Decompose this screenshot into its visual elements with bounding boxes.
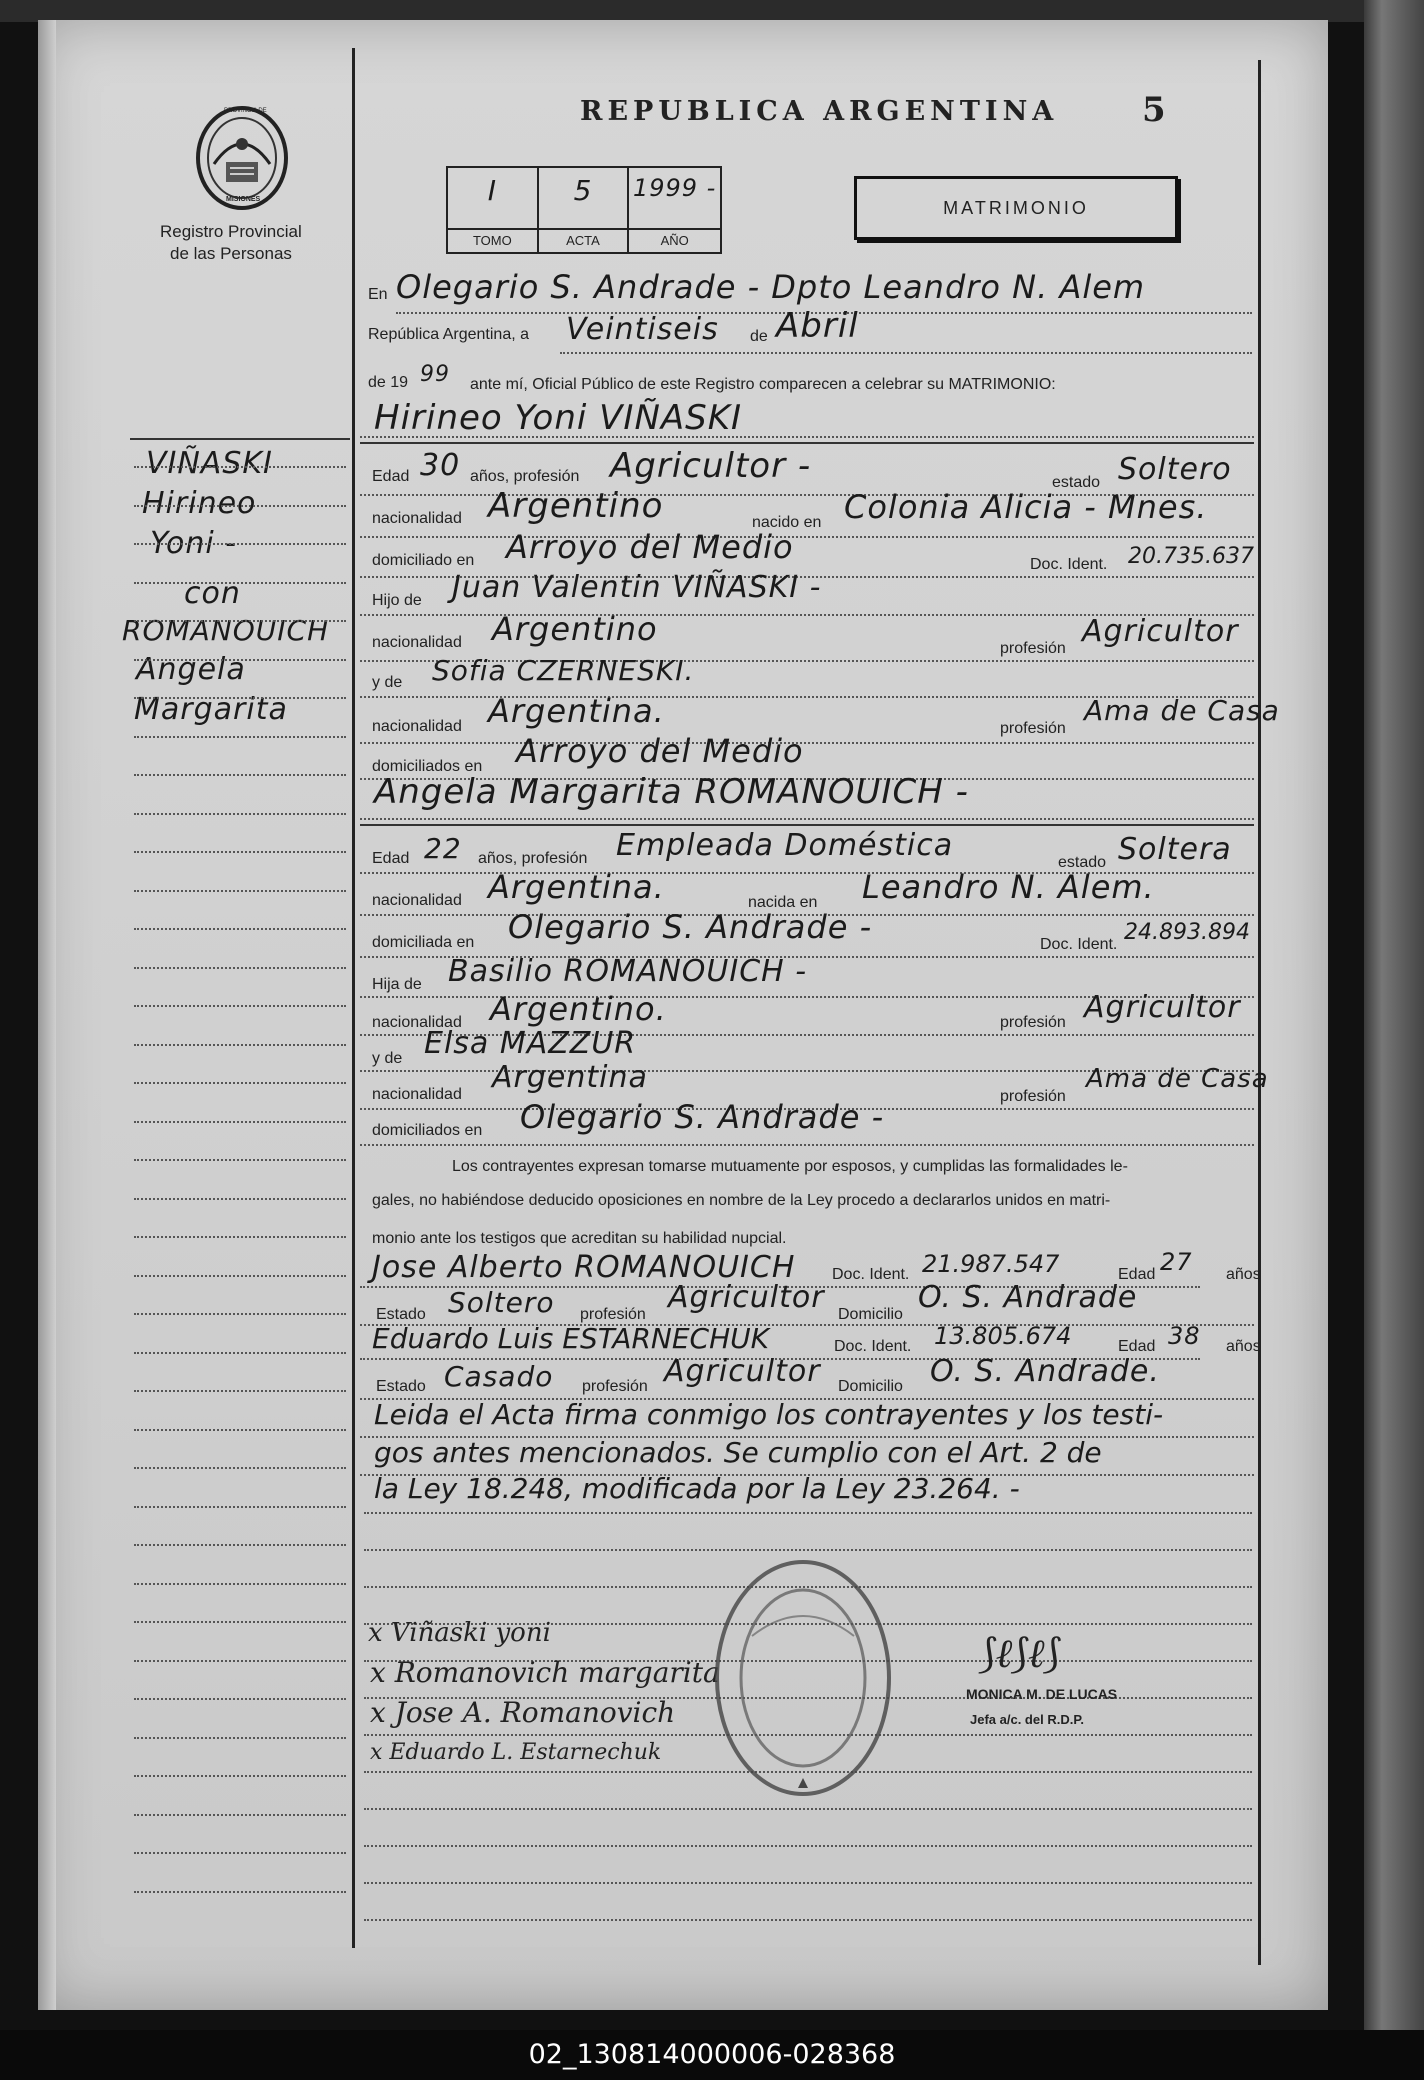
label-w2-estado: Estado [376, 1378, 426, 1395]
note-line-1: Leida el Acta firma conmigo los contrayentes y los testi- [374, 1398, 1164, 1431]
label-w2-edad: Edad [1118, 1338, 1156, 1355]
label-bride-father-prof: profesión [1000, 1014, 1066, 1031]
label-bride-anos-profesion: años, profesión [478, 850, 588, 867]
scan-edge-top [0, 0, 1424, 22]
page-fold [38, 20, 56, 2010]
ano-value: 1999 - [632, 174, 717, 202]
officer-signature-scribble: ⟆ℓ⟆ℓ⟆ [980, 1631, 1061, 1677]
signature-witness1: x Jose A. Romanovich [370, 1696, 676, 1729]
margin-rule [134, 890, 346, 892]
groom-mother-nationality: Argentina. [488, 692, 665, 730]
tomo-cell [448, 168, 539, 252]
document-title: REPUBLICA ARGENTINA [580, 96, 1059, 127]
margin-rule [134, 1775, 346, 1777]
seal-top-text: PROVINCIA DE [224, 108, 267, 114]
groom-father-profession: Agricultor [1082, 614, 1239, 649]
groom-full-name: Hirineo Yoni VIÑASKI [374, 398, 743, 438]
province-seal [190, 104, 294, 212]
margin-rule [134, 543, 346, 545]
label-bride-domiciliada: domiciliada en [372, 934, 475, 951]
margin-rule [134, 1506, 346, 1508]
margin-top-rule [130, 438, 350, 440]
signature-witness2: x Eduardo L. Estarnechuk [370, 1740, 662, 1765]
bride-doc: 24.893.894 [1124, 920, 1250, 945]
signature-bride: x Romanovich margarita [370, 1656, 720, 1689]
label-w1-anos: años [1226, 1266, 1261, 1283]
groom-line-7 [360, 742, 1254, 744]
margin-rule [134, 774, 346, 776]
margin-column-line [352, 48, 355, 1948]
note-line-2: gos antes mencionados. Se cumplio con el Art. 2 de [374, 1436, 1102, 1469]
bride-parents-domicile: Olegario S. Andrade - [520, 1098, 885, 1136]
groom-domicile: Arroyo del Medio [506, 528, 794, 566]
bride-mother-profession: Ama de Casa [1086, 1064, 1269, 1094]
label-w2-anos: años [1226, 1338, 1261, 1355]
tomo-label: TOMO [448, 228, 537, 252]
ano-label: AÑO [629, 228, 720, 252]
label-w2-profesion: profesión [582, 1378, 648, 1395]
margin-rule [134, 1660, 346, 1662]
body-rule [364, 1808, 1252, 1810]
bride-father: Basilio ROMANOUICH - [448, 954, 808, 989]
label-w2-domicilio: Domicilio [838, 1378, 903, 1395]
officer-name: MONICA M. DE LUCAS [966, 1686, 1118, 1702]
groom-age: 30 [420, 448, 461, 483]
margin-rule [134, 928, 346, 930]
groom-father-nationality: Argentino [492, 610, 658, 648]
groom-name-dots [360, 436, 1254, 438]
groom-mother-profession: Ama de Casa [1084, 694, 1280, 727]
label-bride-edad: Edad [372, 850, 410, 867]
officer-title: Jefa a/c. del R.D.P. [970, 1712, 1084, 1727]
margin-rule [134, 1313, 346, 1315]
margin-rule [134, 1005, 346, 1007]
label-groom-edad: Edad [372, 468, 410, 485]
label-bride-domiciliados: domiciliados en [372, 1122, 483, 1139]
label-en: En [368, 286, 388, 303]
witness1-name: Jose Alberto ROMANOUICH [372, 1250, 796, 1285]
bride-nationality: Argentina. [488, 868, 665, 906]
margin-rule [134, 620, 346, 622]
label-bride-estado: estado [1058, 854, 1107, 871]
margin-rule [134, 505, 346, 507]
label-groom-nacionalidad: nacionalidad [372, 510, 462, 527]
margin-rule [134, 1044, 346, 1046]
label-w1-estado: Estado [376, 1306, 426, 1323]
year-suffix: 99 [420, 362, 450, 387]
label-w1-edad: Edad [1118, 1266, 1156, 1283]
margin-rule [134, 1467, 346, 1469]
body-rule [364, 1549, 1252, 1551]
witness1-profession: Agricultor [668, 1280, 825, 1315]
signature-groom: x Viñaski yoni [368, 1618, 551, 1648]
margin-rule [134, 1429, 346, 1431]
margin-rule [134, 967, 346, 969]
right-border-line [1258, 60, 1261, 1965]
groom-profession: Agricultor - [610, 446, 812, 486]
label-w2-doc: Doc. Ident. [834, 1338, 912, 1355]
witness1-status: Soltero [448, 1286, 555, 1319]
groom-nationality: Argentino [488, 486, 664, 526]
margin-rule [134, 1390, 346, 1392]
witness2-doc: 13.805.674 [934, 1322, 1072, 1350]
month-value: Abril [776, 306, 859, 346]
witness2-domicile: O. S. Andrade. [930, 1354, 1160, 1389]
groom-mother: Sofia CZERNESKI. [432, 654, 695, 687]
label-groom-mother-prof: profesión [1000, 720, 1066, 737]
label-groom-father-prof: profesión [1000, 640, 1066, 657]
label-groom-y-de: y de [372, 674, 403, 691]
margin-rule [134, 1082, 346, 1084]
margin-rule [134, 1698, 346, 1700]
margin-rule [134, 1198, 346, 1200]
margin-rule [134, 1121, 346, 1123]
witness2-profession: Agricultor [664, 1354, 821, 1389]
margin-rule [134, 1236, 346, 1238]
record-reference-table [446, 166, 722, 254]
bride-birthplace: Leandro N. Alem. [862, 868, 1155, 906]
groom-parents-domicile: Arroyo del Medio [516, 732, 804, 770]
margin-rule [134, 659, 346, 661]
bride-domicile: Olegario S. Andrade - [508, 908, 873, 946]
margin-rule [134, 697, 346, 699]
closing-line-3: monio ante los testigos que acreditan su habilidad nupcial. [372, 1230, 787, 1247]
bride-profession: Empleada Doméstica [616, 828, 954, 863]
margin-name-1: VIÑASKI [146, 446, 273, 481]
label-groom-domiciliados: domiciliados en [372, 758, 483, 775]
bride-line-8 [360, 1144, 1254, 1146]
witness2-status: Casado [444, 1360, 554, 1393]
witness1-age: 27 [1160, 1248, 1193, 1276]
label-hija-de: Hija de [372, 976, 422, 993]
seal-bottom-text: MISIONES [226, 196, 261, 203]
label-groom-father-nac: nacionalidad [372, 634, 462, 651]
groom-father: Juan Valentin VIÑASKI - [452, 570, 822, 605]
record-type-box: MATRIMONIO [854, 176, 1178, 240]
label-w1-doc: Doc. Ident. [832, 1266, 910, 1283]
margin-name-5: ROMANOUICH [122, 614, 330, 647]
margin-rule [134, 1737, 346, 1739]
label-groom-estado: estado [1052, 474, 1101, 491]
margin-rule [134, 1352, 346, 1354]
image-id: 02_130814000006-028368 [528, 2039, 896, 2070]
witness2-age: 38 [1168, 1322, 1201, 1350]
groom-name-rule [360, 442, 1254, 444]
tomo-value: I [487, 174, 497, 207]
label-republica: República Argentina, a [368, 326, 529, 343]
label-w1-domicilio: Domicilio [838, 1306, 903, 1323]
margin-rule [134, 1275, 346, 1277]
label-bride-father-nac: nacionalidad [372, 1014, 462, 1031]
registry-name-line2: de las Personas [170, 244, 292, 263]
bride-mother: Elsa MAZZUR [424, 1026, 637, 1061]
body-rule [364, 1845, 1252, 1847]
label-bride-mother-nac: nacionalidad [372, 1086, 462, 1103]
place-value: Olegario S. Andrade - Dpto Leandro N. Alem [396, 268, 1146, 306]
bride-father-nationality: Argentino. [490, 990, 667, 1028]
label-de: de [750, 328, 768, 345]
margin-rule [134, 1159, 346, 1161]
label-hijo-de: Hijo de [372, 592, 422, 609]
bride-age: 22 [424, 832, 462, 865]
margin-rule [134, 1891, 346, 1893]
margin-rule [134, 813, 346, 815]
day-value: Veintiseis [566, 312, 719, 347]
bride-name-rule [360, 824, 1254, 826]
margin-rule [134, 466, 346, 468]
witness1-doc: 21.987.547 [922, 1250, 1060, 1278]
witness2-name: Eduardo Luis ESTARNECHUK [372, 1322, 770, 1355]
body-rule [364, 1882, 1252, 1884]
closing-line-1: Los contrayentes expresan tomarse mutuamente por esposos, y cumplidas las formalidades le- [452, 1158, 1128, 1175]
margin-rule [134, 851, 346, 853]
margin-rule [134, 582, 346, 584]
label-de-19: de 19 [368, 374, 409, 391]
margin-rule [134, 736, 346, 738]
note-line-3: la Ley 18.248, modificada por la Ley 23.264. - [374, 1472, 1020, 1505]
label-bride-mother-prof: profesión [1000, 1088, 1066, 1105]
margin-name-7: Margarita [134, 692, 288, 727]
label-groom-anos-profesion: años, profesión [470, 468, 580, 485]
margin-rule [134, 1814, 346, 1816]
groom-status: Soltero [1118, 452, 1232, 487]
scan-edge-right [1364, 0, 1424, 2040]
bride-father-profession: Agricultor [1084, 990, 1241, 1025]
label-bride-nacionalidad: nacionalidad [372, 892, 462, 909]
acta-cell [539, 168, 630, 252]
bride-mother-nationality: Argentina [492, 1060, 648, 1095]
label-groom-domiciliado: domiciliado en [372, 552, 475, 569]
margin-name-6: Angela [136, 652, 246, 687]
label-w1-profesion: profesión [580, 1306, 646, 1323]
ano-cell [629, 168, 720, 252]
label-bride-nacida: nacida en [748, 894, 818, 911]
margin-rule [134, 1544, 346, 1546]
bride-name-dots [360, 818, 1254, 820]
margin-name-4: con [184, 576, 241, 611]
groom-doc: 20.735.637 [1128, 544, 1254, 569]
label-groom-mother-nac: nacionalidad [372, 718, 462, 735]
body-rule [364, 1919, 1252, 1921]
label-groom-doc: Doc. Ident. [1030, 556, 1108, 573]
margin-rule [134, 1583, 346, 1585]
margin-name-3: Yoni - [150, 526, 238, 561]
page-number: 5 [1142, 90, 1166, 130]
groom-birthplace: Colonia Alicia - Mnes. [844, 488, 1208, 526]
acta-value: 5 [573, 174, 593, 207]
date-line [560, 352, 1252, 354]
margin-rule [134, 1852, 346, 1854]
label-bride-y-de: y de [372, 1050, 403, 1067]
registry-round-stamp [712, 1556, 894, 1800]
closing-line-2: gales, no habiéndose deducido oposiciones en nombre de la Ley procedo a declararlos unidos en matri- [372, 1192, 1111, 1209]
acta-label: ACTA [539, 228, 628, 252]
bride-full-name: Angela Margarita ROMANOUICH - [374, 772, 969, 812]
bride-status: Soltera [1118, 832, 1232, 867]
margin-rule [134, 1621, 346, 1623]
body-rule [364, 1512, 1252, 1514]
label-groom-nacido: nacido en [752, 514, 822, 531]
comparecen-text: ante mí, Oficial Público de este Registro comparecen a celebrar su MATRIMONIO: [470, 376, 1056, 393]
witness1-domicile: O. S. Andrade [918, 1280, 1138, 1315]
groom-line-2 [360, 536, 1254, 538]
label-bride-doc: Doc. Ident. [1040, 936, 1118, 953]
registry-name-line1: Registro Provincial [160, 222, 302, 241]
margin-name-2: Hirineo [142, 486, 257, 521]
